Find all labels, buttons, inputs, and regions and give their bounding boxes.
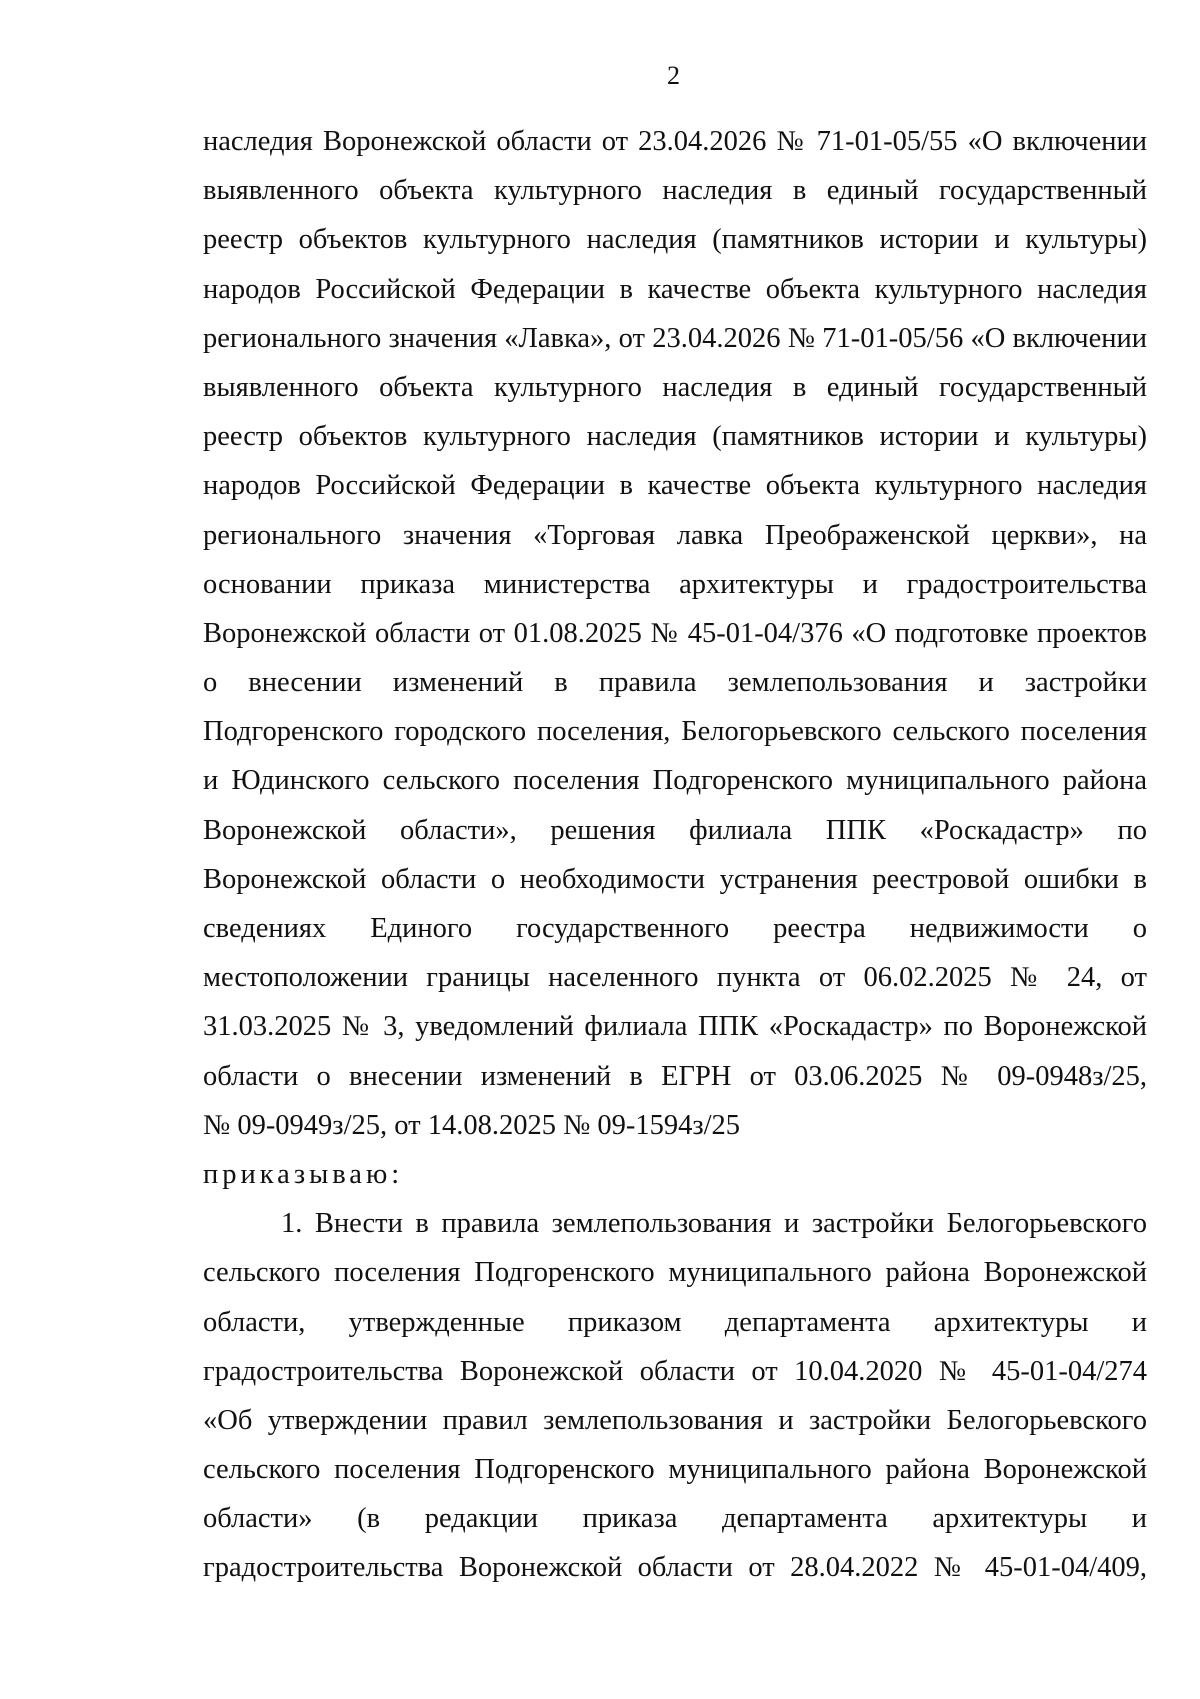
text-line: регионального значения «Торговая лавка Преображенской церкви», на bbox=[203, 519, 1147, 551]
text-line: регионального значения «Лавка», от 23.04.2026 № 71-01-05/56 «О включении bbox=[203, 322, 1147, 354]
text-line: области, утвержденные приказом департамента архитектуры и bbox=[203, 1306, 1147, 1338]
text-line: 31.03.2025 № 3, уведомлений филиала ППК «Роскадастр» по Воронежской bbox=[203, 1011, 1147, 1043]
text-line: и Юдинского сельского поселения Подгоренского муниципального района bbox=[203, 765, 1147, 797]
text-line: народов Российской Федерации в качестве объекта культурного наследия bbox=[203, 470, 1147, 502]
text-line: области» (в редакции приказа департамента архитектуры и bbox=[203, 1503, 1147, 1535]
text-line: народов Российской Федерации в качестве объекта культурного наследия bbox=[203, 273, 1147, 305]
order-word: приказываю: bbox=[203, 1158, 404, 1190]
text-line: Воронежской области о необходимости устранения реестровой ошибки в bbox=[203, 863, 1147, 895]
text-line: выявленного объекта культурного наследия в единый государственный bbox=[203, 371, 1147, 403]
text-line: Воронежской области от 01.08.2025 № 45-01-04/376 «О подготовке проектов bbox=[203, 617, 1147, 649]
document-body bbox=[203, 117, 1147, 1593]
text-line: «Об утверждении правил землепользования и застройки Белогорьевского bbox=[203, 1404, 1147, 1436]
text-line: Воронежской области», решения филиала ППК «Роскадастр» по bbox=[203, 814, 1147, 846]
text-line: о внесении изменений в правила землепользования и застройки bbox=[203, 667, 1147, 699]
text-line: сельского поселения Подгоренского муниципального района Воронежской bbox=[203, 1454, 1147, 1486]
text-line: 1. Внести в правила землепользования и застройки Белогорьевского bbox=[281, 1208, 1147, 1240]
text-line: сведениях Единого государственного реестра недвижимости о bbox=[203, 913, 1147, 944]
text-line: № 09-0949з/25, от 14.08.2025 № 09-1594з/25 bbox=[203, 1109, 741, 1141]
text-line: реестр объектов культурного наследия (памятников истории и культуры) bbox=[203, 224, 1147, 256]
text-line: сельского поселения Подгоренского муниципального района Воронежской bbox=[203, 1257, 1147, 1289]
page-number: 2 bbox=[667, 61, 680, 90]
text-line: реестр объектов культурного наследия (памятников истории и культуры) bbox=[203, 421, 1147, 453]
text-line: Подгоренского городского поселения, Белогорьевского сельского поселения bbox=[203, 716, 1147, 748]
text-line: основании приказа министерства архитектуры и градостроительства bbox=[203, 568, 1147, 600]
text-line: градостроительства Воронежской области от 28.04.2022 № 45-01-04/409, bbox=[203, 1552, 1147, 1584]
text-line: выявленного объекта культурного наследия в единый государственный bbox=[203, 175, 1147, 207]
text-line: наследия Воронежской области от 23.04.2026 № 71-01-05/55 «О включении bbox=[203, 126, 1147, 157]
text-line: градостроительства Воронежской области от 10.04.2020 № 45-01-04/274 bbox=[203, 1355, 1147, 1387]
text-line: местоположении границы населенного пункта от 06.02.2025 № 24, от bbox=[203, 962, 1147, 994]
text-line: области о внесении изменений в ЕГРН от 03.06.2025 № 09-0948з/25, bbox=[203, 1060, 1147, 1092]
